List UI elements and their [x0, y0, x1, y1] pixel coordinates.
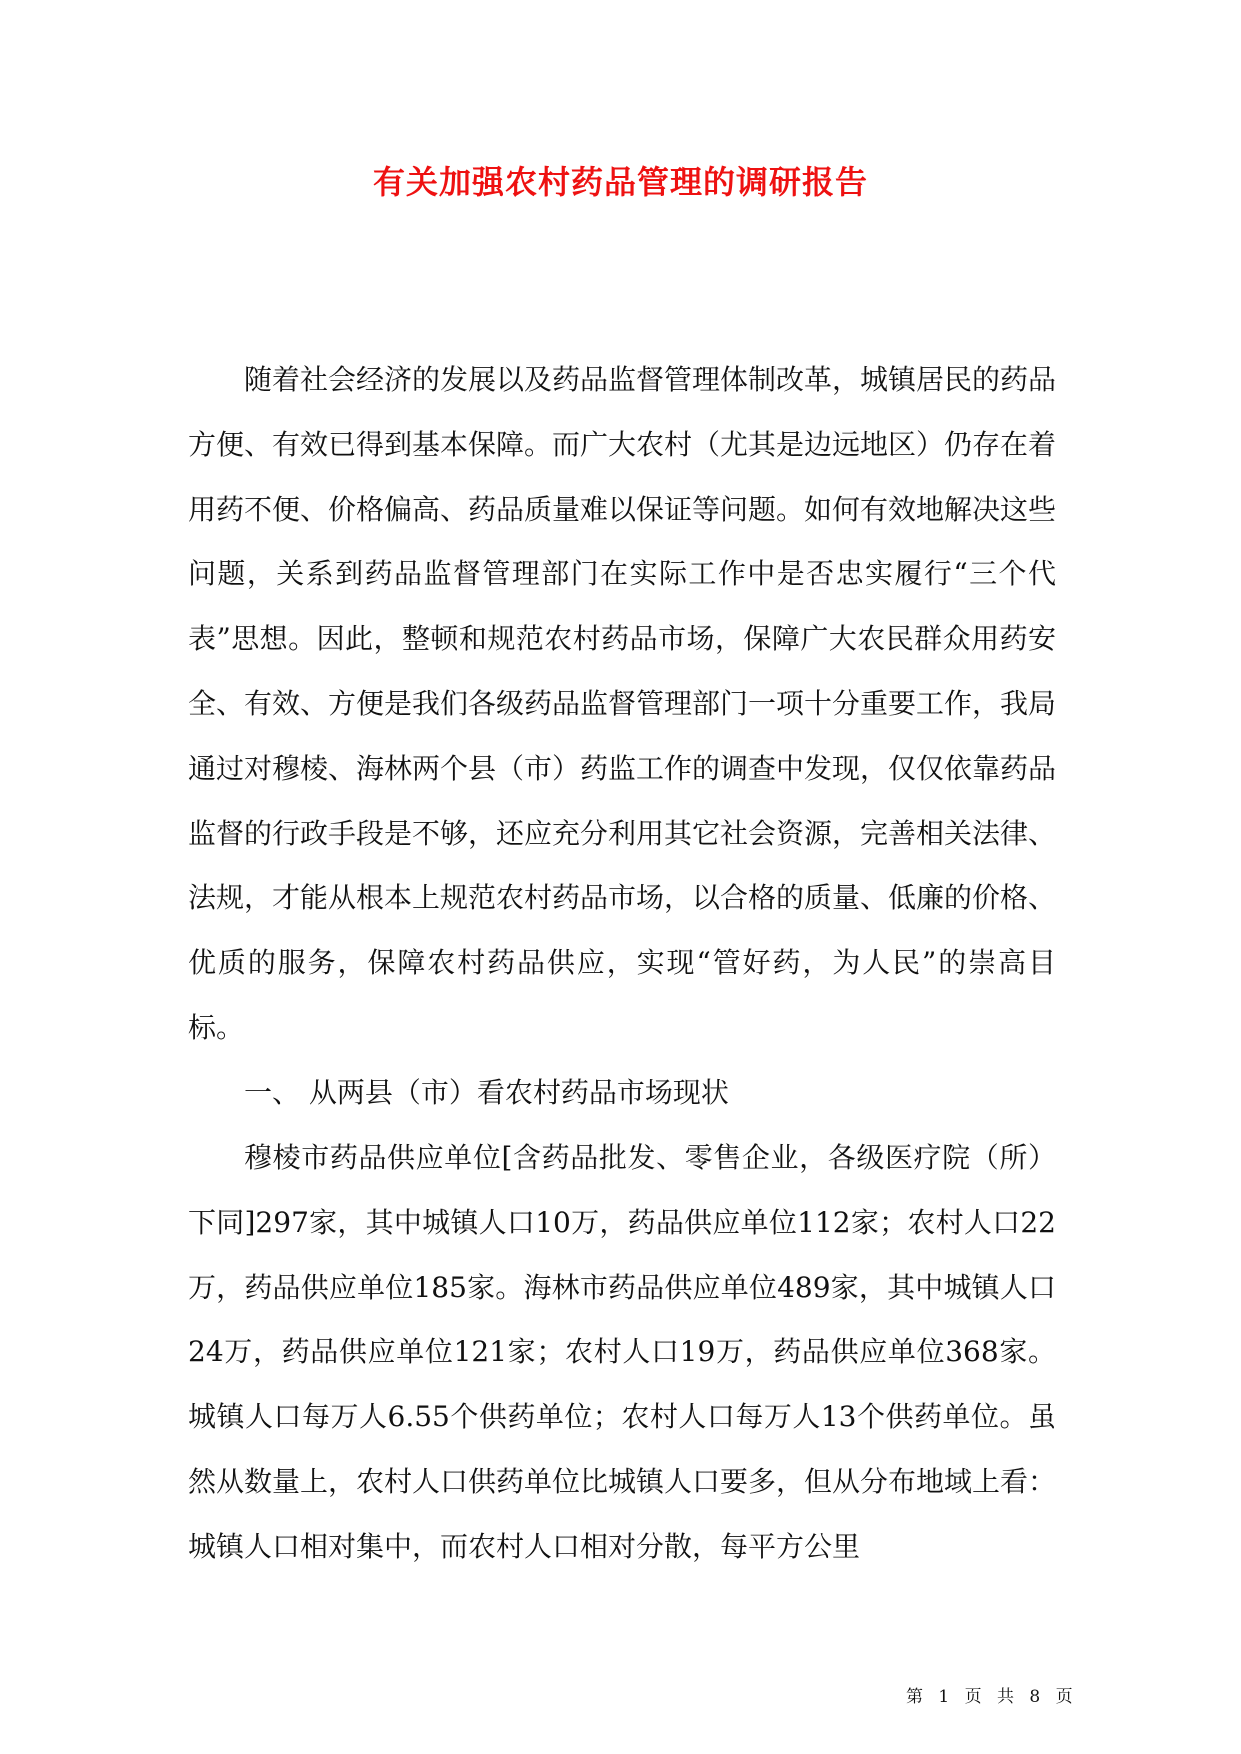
section-heading: 一、 从两县（市）看农村药品市场现状: [244, 1076, 729, 1109]
section-heading-block: [188, 1061, 1056, 1126]
intro-paragraph-block: [188, 348, 1056, 1061]
document-title: 有关加强农村药品管理的调研报告: [372, 163, 868, 201]
section-paragraph-block: [188, 1126, 1056, 1580]
paragraph: 穆棱市药品供应单位[含药品批发、零售企业，各级医疗院（所）下同]297家，其中城镇人口10万，药品供应单位112家；农村人口22万，药品供应单位185家。海林市药品供应单位489家，其中城镇人口24万，药品供应单位121家；农村人口19万，药品供应单位368家。城镇人口每万人6.55个供药单位；农村人口每万人13个供药单位。虽然从数量上，农村人口供药单位比城镇人口要多，但从分布地域上看：城镇人口相对集中，而农村人口相对分散，每平方公里: [188, 1141, 1057, 1563]
paragraph: 随着社会经济的发展以及药品监督管理体制改革，城镇居民的药品方便、有效已得到基本保障。而广大农村（尤其是边远地区）仍存在着用药不便、价格偏高、药品质量难以保证等问题。如何有效地解决这些问题，关系到药品监督管理部门在实际工作中是否忠实履行“三个代表”思想。因此，整顿和规范农村药品市场，保障广大农民群众用药安全、有效、方便是我们各级药品监督管理部门一项十分重要工作，我局通过对穆棱、海林两个县（市）药监工作的调查中发现，仅仅依靠药品监督的行政手段是不够，还应充分利用其它社会资源，完善相关法律、法规，才能从根本上规范农村药品市场，以合格的质量、低廉的价格、优质的服务，保障农村药品供应，实现“管好药，为人民”的崇高目标。: [188, 363, 1057, 1044]
page-number: 第 1 页 共 8 页: [906, 1687, 1078, 1707]
